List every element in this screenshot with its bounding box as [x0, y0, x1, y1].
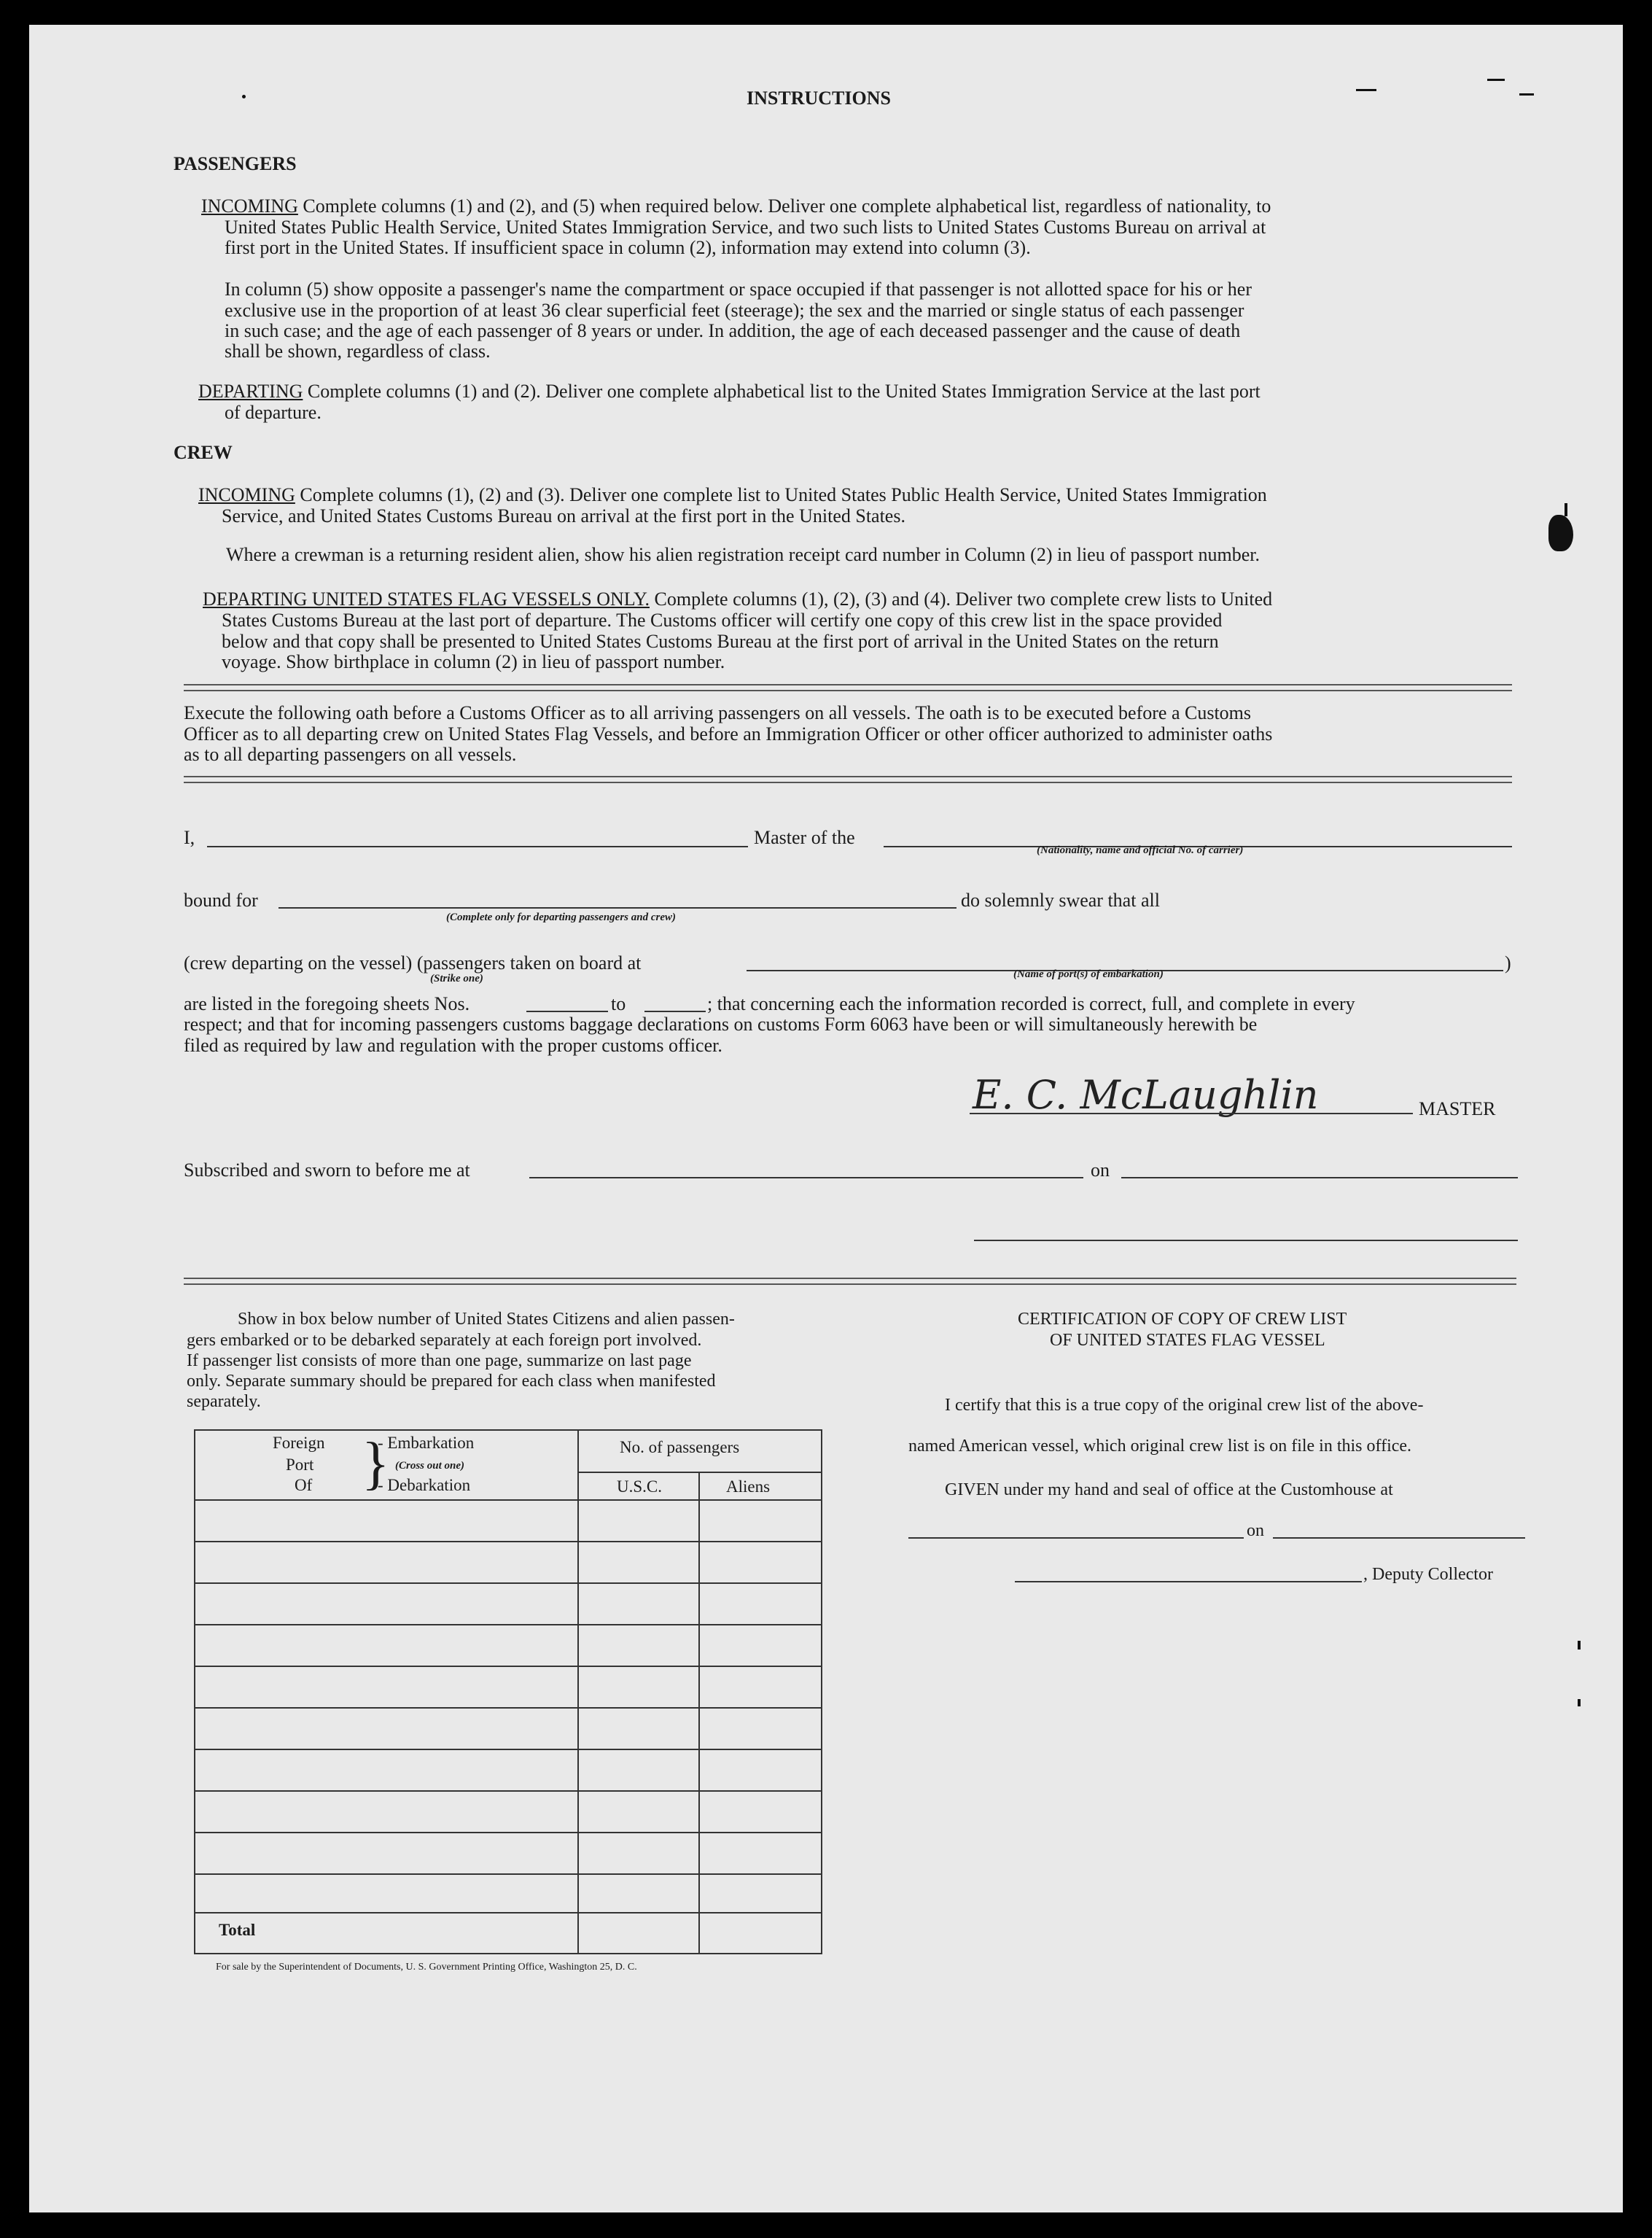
strike-one-note: (Strike one) [430, 973, 483, 984]
oath-i-label: I, [184, 827, 195, 848]
sworn-at-field[interactable] [529, 1177, 1083, 1178]
listed-line-3: filed as required by law and regulation with the proper customs officer. [184, 1035, 722, 1056]
master-signature-line[interactable] [970, 1113, 1413, 1114]
passenger-summary-table [194, 1429, 822, 1954]
double-rule-bottom [184, 1278, 1516, 1285]
certification-title-2: OF UNITED STATES FLAG VESSEL [1050, 1331, 1325, 1350]
scan-mark [1356, 89, 1376, 91]
deputy-collector-signature-field[interactable] [1015, 1581, 1362, 1582]
scan-mark [1578, 1699, 1581, 1706]
crew-departing [203, 588, 1272, 610]
scan-mark [1519, 93, 1534, 96]
certification-title-1: CERTIFICATION OF COPY OF CREW LIST [1018, 1310, 1347, 1329]
bound-for-field[interactable] [278, 907, 956, 909]
crew-departing-line-2: States Customs Bureau at the last port of departure. The Customs officer will certify one copy of this crew list in the space provided [222, 610, 1223, 631]
table-row [195, 1749, 821, 1750]
sworn-on-field[interactable] [1121, 1177, 1518, 1178]
table-embarkation-label: - Embarkation [378, 1434, 475, 1452]
scan-mark [242, 95, 246, 98]
table-row [195, 1873, 821, 1875]
table-foreign-label: Foreign [273, 1434, 325, 1452]
column5-line-3: in such case; and the age of each passenger of 8 years or under. In addition, the age of each deceased passenger and the cause of death [225, 320, 1241, 341]
table-row [195, 1707, 821, 1709]
table-row [195, 1541, 821, 1542]
certification-line-1: I certify that this is a true copy of the original crew list of the above- [945, 1396, 1424, 1415]
table-no-of-passengers-label: No. of passengers [620, 1438, 740, 1456]
passengers-departing-line-2: of departure. [225, 402, 322, 423]
sheet-to-field[interactable] [644, 1011, 706, 1012]
subscribed-label: Subscribed and sworn to before me at [184, 1159, 470, 1181]
double-rule-top [184, 684, 1512, 691]
master-label: MASTER [1419, 1098, 1496, 1119]
crew-resident-alien-text: Where a crewman is a returning resident alien, show his alien registration receipt card number in Column (2) in lieu of passport number. [226, 544, 1261, 565]
sworn-on-label: on [1091, 1159, 1110, 1181]
carrier-note: (Nationality, name and official No. of carrier) [1037, 844, 1244, 856]
brace-icon: } [362, 1431, 390, 1496]
close-paren: ) [1505, 952, 1511, 974]
table-subheader-rule [577, 1472, 821, 1473]
column5-line-1: In column (5) show opposite a passenger's name the compartment or space occupied if that passenger is not allotted space for his or her [225, 279, 1252, 300]
crew-departing-label: DEPARTING UNITED STATES FLAG VESSELS ONLY. [203, 588, 650, 610]
certification-line-2: named American vessel, which original crew list is on file in this office. [908, 1437, 1412, 1456]
table-row [195, 1582, 821, 1584]
column5-line-2: exclusive use in the proportion of at least 36 clear superficial feet (steerage); the sex and the married or single status of each passenger [225, 300, 1244, 321]
table-col-divider-2 [698, 1472, 700, 1953]
table-row [195, 1832, 821, 1833]
scan-mark [1578, 1641, 1581, 1650]
scan-smudge [1548, 515, 1573, 551]
master-name-field[interactable] [207, 846, 748, 847]
passengers-departing [198, 381, 1261, 403]
crew-incoming-text: Complete columns (1), (2) and (3). Deliver one complete list to United States Public Health Service, United States Immigration [300, 484, 1267, 505]
table-row [195, 1666, 821, 1667]
listed-line-2: respect; and that for incoming passengers customs baggage declarations on customs Form 6063 have been or will simultaneously herewith be [184, 1014, 1258, 1035]
passengers-incoming-line-2: United States Public Health Service, United States Immigration Service, and two such lists to United States Customs Bureau on arrival at [225, 217, 1266, 238]
crew-departing-text: Complete columns (1), (2), (3) and (4). Deliver two complete crew lists to United [654, 588, 1273, 610]
table-total-row [195, 1912, 821, 1913]
table-port-label: Port [286, 1456, 314, 1474]
table-row [195, 1790, 821, 1792]
officer-signature-field[interactable] [974, 1240, 1518, 1241]
passengers-incoming-line-3: first port in the United States. If insufficient space in column (2), information may extend into column (3). [225, 237, 1031, 258]
table-debarkation-label: - Debarkation [378, 1476, 471, 1494]
port-note: (Name of port(s) of embarkation) [1013, 968, 1164, 980]
certification-on-label: on [1247, 1521, 1264, 1540]
deputy-collector-label: , Deputy Collector [1363, 1565, 1493, 1584]
crew-departing-line-3: below and that copy shall be presented to United States Customs Bureau at the first port of arrival in the United States on the return [222, 631, 1219, 652]
table-cross-out-label: (Cross out one) [395, 1460, 465, 1472]
oath-intro-line-2: Officer as to all departing crew on United States Flag Vessels, and before an Immigration Officer or other officer authorized to administer oaths [184, 723, 1273, 745]
passengers-heading: PASSENGERS [174, 153, 297, 174]
sheet-from-field[interactable] [526, 1011, 608, 1012]
certification-line-3: GIVEN under my hand and seal of office at the Customhouse at [945, 1480, 1393, 1499]
crew-departing-line-4: voyage. Show birthplace in column (2) in lieu of passport number. [222, 651, 725, 672]
certification-date-field[interactable] [1273, 1537, 1525, 1539]
oath-intro-line-3: as to all departing passengers on all vessels. [184, 744, 517, 765]
master-of-the-label: Master of the [754, 827, 855, 848]
passengers-departing-label: DEPARTING [198, 381, 303, 402]
summary-line-2: gers embarked or to be debarked separately at each foreign port involved. [187, 1331, 702, 1350]
passengers-incoming-text: Complete columns (1) and (2), and (5) when required below. Deliver one complete alphabetical list, regardless of nationality, to [303, 195, 1271, 217]
scan-mark [1565, 503, 1567, 516]
crew-incoming [198, 484, 1267, 506]
swear-label: do solemnly swear that all [961, 890, 1160, 911]
page-title: INSTRUCTIONS [747, 88, 891, 109]
table-row [195, 1624, 821, 1625]
customhouse-field[interactable] [908, 1537, 1244, 1539]
column5-line-4: shall be shown, regardless of class. [225, 341, 491, 362]
table-aliens-header: Aliens [726, 1477, 771, 1496]
summary-line-4: only. Separate summary should be prepared for each class when manifested [187, 1372, 716, 1391]
listed-sheets-text-2: ; that concerning each the information recorded is correct, full, and complete in every [707, 993, 1355, 1014]
passengers-departing-text: Complete columns (1) and (2). Deliver one complete alphabetical list to the United States Immigration Service at the last port [307, 381, 1261, 402]
table-of-label: Of [295, 1476, 313, 1494]
passengers-incoming-label: INCOMING [201, 195, 298, 217]
summary-line-3: If passenger list consists of more than one page, summarize on last page [187, 1351, 692, 1370]
scan-mark [1487, 79, 1505, 81]
listed-to-label: to [611, 993, 626, 1014]
master-signature [970, 1071, 1422, 1123]
summary-line-5: separately. [187, 1392, 261, 1411]
passengers-incoming [201, 195, 1271, 217]
oath-intro-line-1: Execute the following oath before a Customs Officer as to all arriving passengers on all vessels. The oath is to be executed before a Customs [184, 702, 1252, 723]
table-usc-header: U.S.C. [617, 1477, 662, 1496]
table-row [195, 1499, 821, 1501]
bound-for-note: (Complete only for departing passengers and crew) [446, 912, 676, 923]
table-total-label: Total [219, 1921, 256, 1939]
bound-for-label: bound for [184, 890, 258, 911]
listed-sheets-text: are listed in the foregoing sheets Nos. [184, 993, 470, 1014]
summary-line-1: Show in box below number of United States Citizens and alien passen- [238, 1310, 735, 1329]
crew-departing-oath-label: (crew departing on the vessel) (passengers taken on board at [184, 952, 642, 974]
crew-heading: CREW [174, 442, 233, 463]
double-rule-oath [184, 776, 1512, 783]
signature-text: E. C. McLaughlin [973, 1072, 1319, 1118]
crew-incoming-label: INCOMING [198, 484, 295, 505]
printer-note: For sale by the Superintendent of Documents, U. S. Government Printing Office, Washington 25, D. C. [216, 1962, 637, 1973]
crew-incoming-line-2: Service, and United States Customs Bureau on arrival at the first port in the United States. [222, 505, 905, 527]
